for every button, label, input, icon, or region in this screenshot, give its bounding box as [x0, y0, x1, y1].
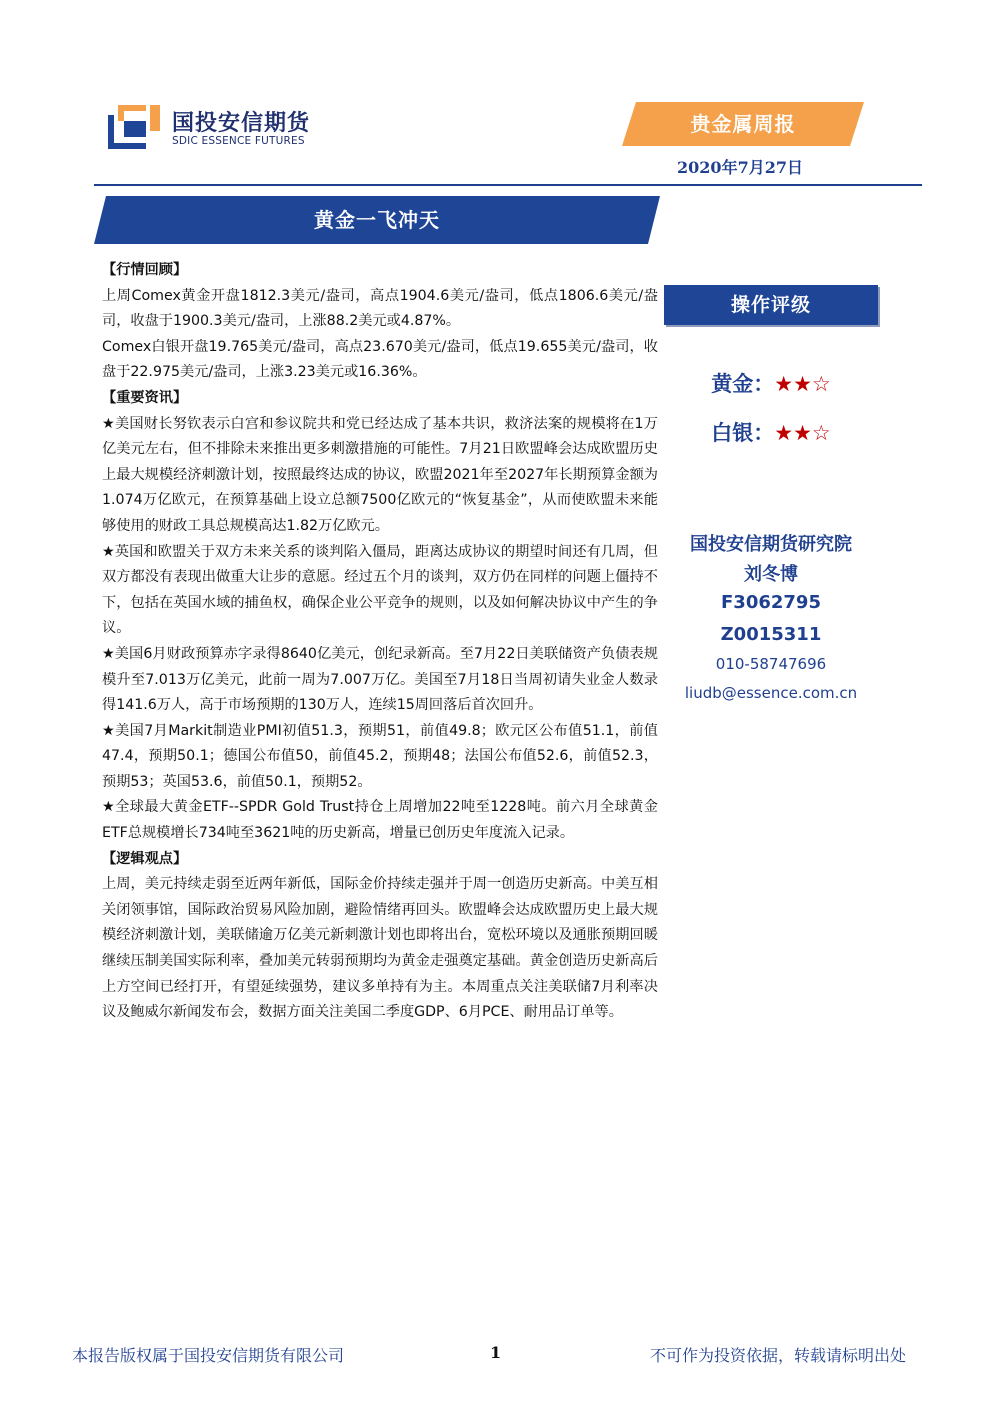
author-phone: 010-58747696: [715, 655, 827, 673]
paragraph-news-5: ★全球最大黄金ETF--SPDR Gold Trust持仓上周增加22吨至1228吨。前六月全球黄金ETF总规模增长734吨至3621吨的历史新高，增量已创历史年度流入记录。: [102, 799, 658, 842]
logo-chinese-name: 国投安信期货: [172, 111, 311, 136]
paragraph-review-silver: Comex白银开盘19.765美元/盎司，高点23.670美元/盎司，低点19.655美元/盎司，收盘于22.975美元/盎司，上涨3.23美元或16.36%。: [102, 338, 658, 381]
report-date: 2020年7月27日: [677, 158, 803, 177]
rating-gold-stars-icon: ★★☆: [774, 372, 831, 396]
paragraph-news-3: ★美国6月财政预算赤字录得8640亿美元，创纪录新高。至7月22日美联储资产负债表规模升至7.013万亿美元，此前一周为7.007万亿。美国至7月18日当周初请失业金人数录得141.6万人，高于市场预期的130万人，连续15周回落后首次回升。: [102, 645, 658, 714]
paragraph-review-gold: 上周Comex黄金开盘1812.3美元/盎司，高点1904.6美元/盎司，低点1806.6美元/盎司，收盘于1900.3美元/盎司，上涨88.2美元或4.87%。: [102, 287, 658, 330]
header-divider: [94, 184, 922, 186]
author-license-z: Z0015311: [720, 624, 822, 645]
footer-copyright: 本报告版权属于国投安信期货有限公司: [72, 1346, 345, 1365]
author-org: 国投安信期货研究院: [690, 534, 852, 555]
rating-heading: 操作评级: [664, 285, 878, 325]
report-body: [102, 258, 658, 1026]
section-heading-logic: 【逻辑观点】: [102, 850, 188, 867]
page-number: 1: [490, 1343, 502, 1362]
section-heading-news: 【重要资讯】: [102, 389, 188, 406]
rating-silver-label: 白银：: [711, 421, 775, 445]
author-name: 刘冬博: [744, 564, 798, 585]
paragraph-news-4: ★美国7月Markit制造业PMI初值51.3，预期51，前值49.8；欧元区公布值51.1，前值47.4，预期50.1；德国公布值50，前值45.2，预期48；法国公布值52.6，前值52.3，预期53；英国53.6，前值50.1，预期52。: [102, 722, 658, 790]
paragraph-news-2: ★英国和欧盟关于双方未来关系的谈判陷入僵局，距离达成协议的期望时间还有几周，但双方都没有表现出做重大让步的意愿。经过五个月的谈判，双方仍在同样的问题上僵持不下，包括在英国水域的捕鱼权，确保企业公平竞争的规则，以及如何解决协议中产生的争议。: [102, 543, 658, 637]
rating-silver: [664, 417, 878, 447]
section-heading-review: 【行情回顾】: [102, 262, 188, 278]
report-type-badge: [622, 102, 864, 146]
author-email[interactable]: liudb@essence.com.cn: [684, 684, 858, 702]
logo-mark-icon: [106, 101, 162, 151]
paragraph-news-1: ★美国财长努钦表示白宫和参议院共和党已经达成了基本共识，救济法案的规模将在1万亿美元左右，但不排除未来推出更多刺激措施的可能性。7月21日欧盟峰会达成欧盟历史上最大规模经济刺激计划，按照最终达成的协议，欧盟2021年至2027年长期预算金额为1.074万亿欧元，在预算基础上设立总额7500亿欧元的“恢复基金”，从而使欧盟未来能够使用的财政工具总规模高达1.82万亿欧元。: [102, 415, 658, 534]
rating-gold-label: 黄金：: [711, 372, 775, 396]
logo-english-name: SDIC ESSENCE FUTURES: [172, 135, 305, 147]
author-license-f: F3062795: [721, 592, 821, 613]
footer-disclaimer: 不可作为投资依据，转载请标明出处: [650, 1346, 907, 1365]
report-type-label: 贵金属周报: [690, 112, 796, 136]
rating-silver-stars-icon: ★★☆: [774, 421, 831, 445]
company-logo: [106, 101, 336, 151]
page-title: 黄金一飞冲天: [314, 208, 440, 232]
title-banner: [94, 196, 660, 244]
paragraph-logic: 上周，美元持续走弱至近两年新低，国际金价持续走强并于周一创造历史新高。中美互相关闭领事馆，国际政治贸易风险加剧，避险情绪再回头。欧盟峰会达成欧盟历史上最大规模经济刺激计划，美联储逾万亿美元新刺激计划也即将出台，宽松环境以及通胀预期回暖继续压制美国实际利率，叠加美元转弱预期均为黄金走强奠定基础。黄金创造历史新高后上方空间已经打开，有望延续强势，建议多单持有为主。本周重点关注美联储7月利率决议及鲍威尔新闻发布会，数据方面关注美国二季度GDP、6月PCE、耐用品订单等。: [102, 876, 658, 1021]
rating-gold: [664, 368, 878, 398]
